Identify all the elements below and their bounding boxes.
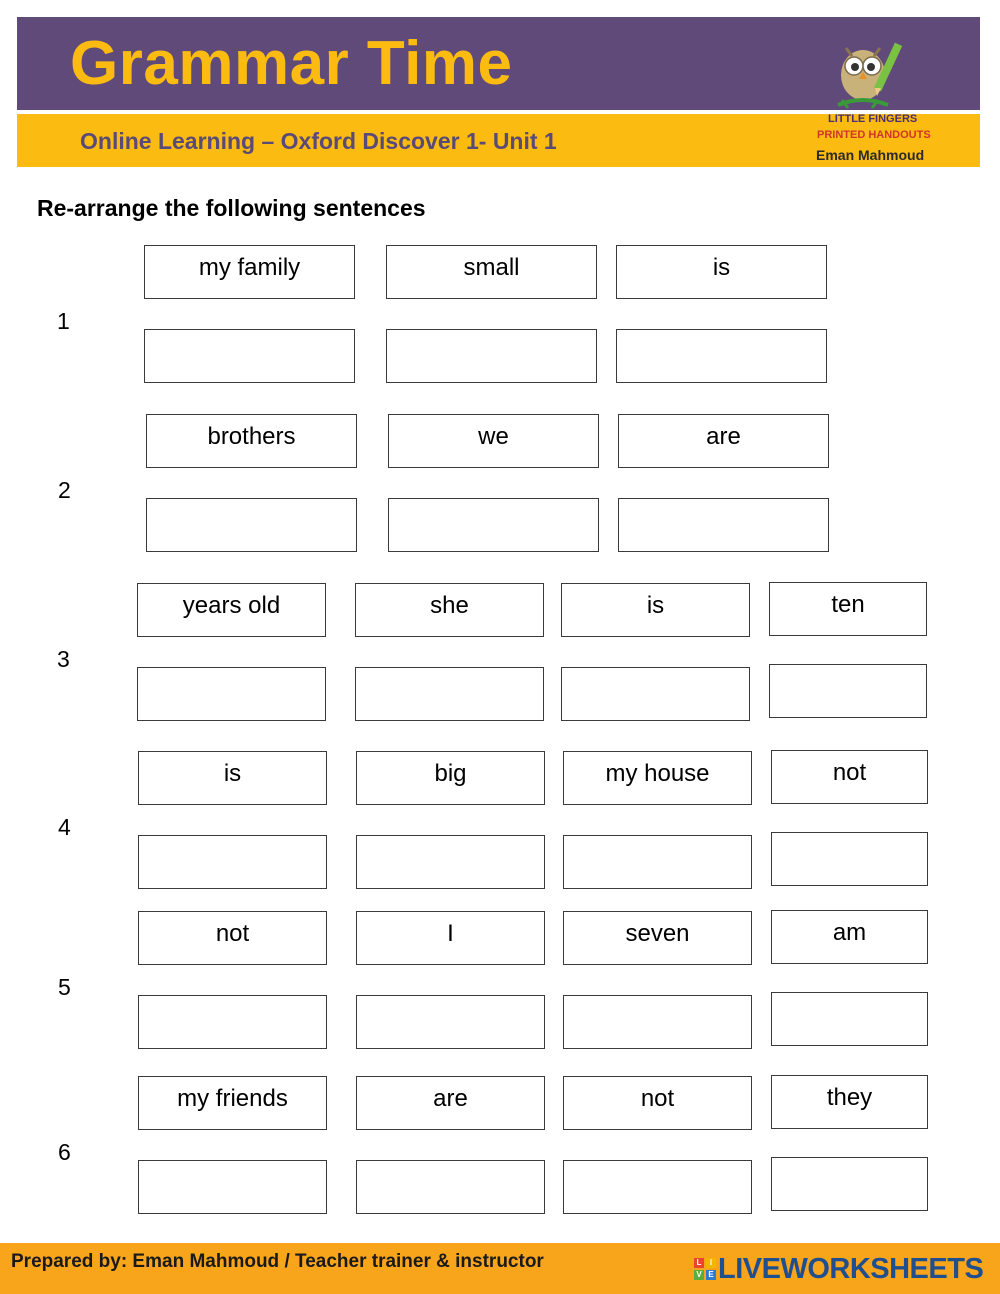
logo-letter: L xyxy=(694,1258,704,1268)
word-box: brothers xyxy=(146,414,357,468)
answer-box[interactable] xyxy=(386,329,597,383)
exercise-number: 1 xyxy=(57,308,70,334)
answer-box[interactable] xyxy=(356,995,545,1049)
word-box: not xyxy=(563,1076,752,1130)
answer-box[interactable] xyxy=(563,995,752,1049)
answer-box[interactable] xyxy=(137,667,326,721)
logo-text-author: Eman Mahmoud xyxy=(816,147,925,163)
word-box: years old xyxy=(137,583,326,637)
logo-letter: I xyxy=(706,1258,716,1268)
answer-box[interactable] xyxy=(356,835,545,889)
word-box: I xyxy=(356,911,545,965)
word-box: is xyxy=(138,751,327,805)
word-box: big xyxy=(356,751,545,805)
word-box: small xyxy=(386,245,597,299)
word-box: my friends xyxy=(138,1076,327,1130)
answer-box[interactable] xyxy=(769,664,927,718)
page-title: Grammar Time xyxy=(70,29,513,98)
word-box: seven xyxy=(563,911,752,965)
answer-box[interactable] xyxy=(146,498,357,552)
liveworksheets-brand[interactable]: LIVEWORKSHEETS xyxy=(718,1253,984,1285)
answer-box[interactable] xyxy=(616,329,827,383)
answer-box[interactable] xyxy=(618,498,829,552)
word-box: ten xyxy=(769,582,927,636)
answer-box[interactable] xyxy=(771,1157,928,1211)
word-box: is xyxy=(616,245,827,299)
word-box: is xyxy=(561,583,750,637)
page-subtitle: Online Learning – Oxford Discover 1- Unit 1 xyxy=(80,128,557,154)
answer-box[interactable] xyxy=(771,992,928,1046)
word-box: am xyxy=(771,910,928,964)
exercise-number: 6 xyxy=(58,1139,71,1165)
word-box: my house xyxy=(563,751,752,805)
answer-box[interactable] xyxy=(771,832,928,886)
word-box: are xyxy=(356,1076,545,1130)
answer-box[interactable] xyxy=(138,995,327,1049)
liveworksheets-logo-icon xyxy=(694,1258,716,1280)
word-box: they xyxy=(771,1075,928,1129)
answer-box[interactable] xyxy=(355,667,544,721)
answer-box[interactable] xyxy=(388,498,599,552)
logo-text-little-fingers: LITTLE FINGERS xyxy=(828,113,918,125)
answer-box[interactable] xyxy=(144,329,355,383)
instruction-heading: Re-arrange the following sentences xyxy=(37,195,426,221)
word-box: she xyxy=(355,583,544,637)
word-box: we xyxy=(388,414,599,468)
word-box: not xyxy=(771,750,928,804)
answer-box[interactable] xyxy=(561,667,750,721)
logo-letter: V xyxy=(694,1270,704,1280)
exercise-number: 3 xyxy=(57,646,70,672)
footer-credit: Prepared by: Eman Mahmoud / Teacher trainer & instructor xyxy=(11,1251,544,1272)
answer-box[interactable] xyxy=(563,835,752,889)
exercise-number: 5 xyxy=(58,974,71,1000)
answer-box[interactable] xyxy=(356,1160,545,1214)
answer-box[interactable] xyxy=(138,835,327,889)
logo-letter: E xyxy=(706,1270,716,1280)
word-box: are xyxy=(618,414,829,468)
exercise-number: 2 xyxy=(58,477,71,503)
word-box: not xyxy=(138,911,327,965)
logo-text-printed-handouts: PRINTED HANDOUTS xyxy=(817,129,931,141)
word-box: my family xyxy=(144,245,355,299)
owl-pencil-logo-icon xyxy=(808,30,958,165)
answer-box[interactable] xyxy=(138,1160,327,1214)
answer-box[interactable] xyxy=(563,1160,752,1214)
exercise-number: 4 xyxy=(58,814,71,840)
